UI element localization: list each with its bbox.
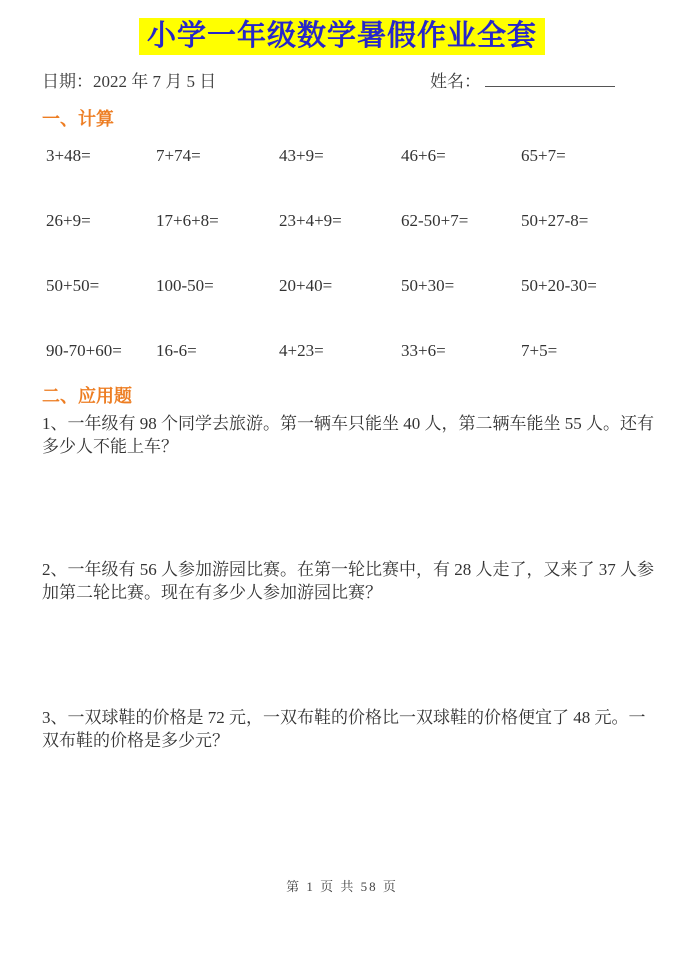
calc-problem: 90-70+60= xyxy=(46,341,122,360)
calc-problem: 100-50= xyxy=(156,276,214,295)
calc-problem: 33+6= xyxy=(401,341,446,360)
calc-problem: 16-6= xyxy=(156,341,197,360)
word-problem-1: 1、一年级有 98 个同学去旅游。第一辆车只能坐 40 人，第二辆车能坐 55 人。还有多少人不能上车？ xyxy=(42,414,654,456)
name-field xyxy=(430,67,615,92)
calc-problem: 26+9= xyxy=(46,211,91,230)
section-heading-word-problems: 二、应用题 xyxy=(42,386,132,406)
calc-row xyxy=(46,340,664,362)
word-problem-3: 3、一双球鞋的价格是 72 元，一双布鞋的价格比一双球鞋的价格便宜了 48 元。一双布鞋的价格是多少元？ xyxy=(42,708,646,750)
calc-problem: 62-50+7= xyxy=(401,211,469,230)
calc-problem: 50+27-8= xyxy=(521,211,589,230)
calc-problem: 3+48= xyxy=(46,146,91,165)
calc-problem: 43+9= xyxy=(279,146,324,165)
calc-problem: 20+40= xyxy=(279,276,333,295)
page-number: 第 1 页 共 58 页 xyxy=(286,879,398,894)
header-row xyxy=(0,67,684,93)
section-heading-calculation: 一、计算 xyxy=(42,109,114,129)
name-blank-line xyxy=(485,69,615,87)
calc-problem: 46+6= xyxy=(401,146,446,165)
calc-problem: 50+50= xyxy=(46,276,100,295)
calc-row xyxy=(46,210,664,232)
calculation-grid xyxy=(46,145,664,362)
calc-problem: 50+30= xyxy=(401,276,455,295)
word-problem-2: 2、一年级有 56 人参加游园比赛。在第一轮比赛中，有 28 人走了，又来了 37 人参加第二轮比赛。现在有多少人参加游园比赛？ xyxy=(42,560,654,602)
calc-problem: 23+4+9= xyxy=(279,211,342,230)
page-title: 小学一年级数学暑假作业全套 xyxy=(139,18,545,55)
calc-problem: 65+7= xyxy=(521,146,566,165)
calc-problem: 7+5= xyxy=(521,341,558,360)
date-label: 日期：2022 年 7 月 5 日 xyxy=(42,72,217,91)
calc-problem: 7+74= xyxy=(156,146,201,165)
title-banner xyxy=(0,0,684,55)
calc-row xyxy=(46,145,664,167)
calc-problem: 17+6+8= xyxy=(156,211,219,230)
calc-problem: 4+23= xyxy=(279,341,324,360)
name-label: 姓名： xyxy=(430,72,481,91)
calc-row xyxy=(46,275,664,297)
calc-problem: 50+20-30= xyxy=(521,276,597,295)
